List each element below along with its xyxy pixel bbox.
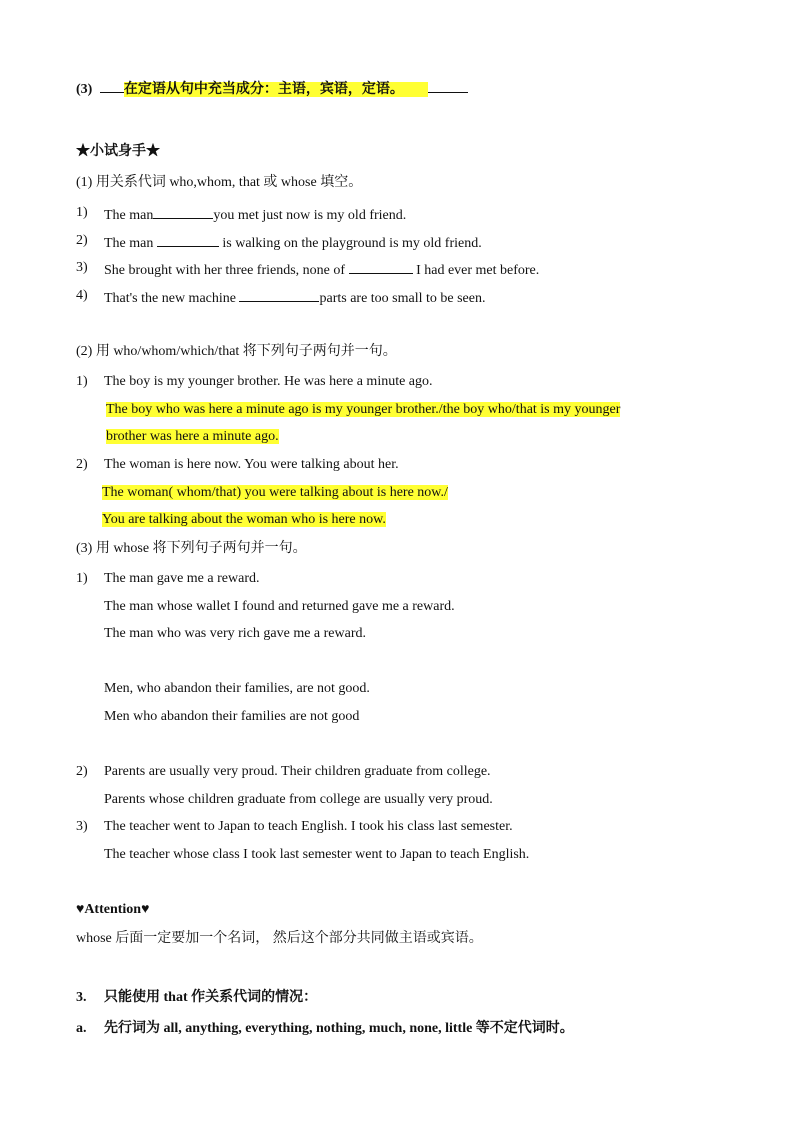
exercise-3-item-2-line: Parents whose children graduate from college are usually very proud. — [104, 792, 493, 807]
answer-blank[interactable] — [349, 259, 413, 274]
blank-line — [100, 78, 124, 93]
answer-blank[interactable] — [153, 204, 213, 219]
section-3-number: (3) — [76, 82, 93, 97]
exercise-3-heading: (3) 用 whose 将下列句子两句并一句。 — [76, 541, 307, 556]
exercise-2-item-1-answer-line-1: The boy who was here a minute ago is my younger brother./the boy who/that is my younger — [106, 402, 621, 417]
section-3-text: 在定语从句中充当成分：主语，宾语，定语。 — [124, 82, 428, 97]
exercise-1-heading: (1) 用关系代词 who,whom, that 或 whose 填空。 — [76, 175, 363, 190]
answer-blank[interactable] — [157, 232, 219, 247]
section-3-heading — [76, 78, 468, 99]
attention-text: whose 后面一定要加一个名词， 然后这个部分共同做主语或宾语。 — [76, 931, 483, 946]
practice-title: ★小试身手★ — [76, 144, 160, 159]
exercise-3-item-3-line: The teacher whose class I took last semester went to Japan to teach English. — [104, 847, 530, 862]
exercise-2-item-1-answer-line-2: brother was here a minute ago. — [106, 429, 279, 444]
attention-title: ♥Attention♥ — [76, 902, 150, 917]
exercise-2-heading: (2) 用 who/whom/which/that 将下列句子两句并一句。 — [76, 344, 397, 359]
exercise-2-item-2-answer-line-1: The woman( whom/that) you were talking about is here now./ — [102, 485, 448, 500]
exercise-3-item-1-line: The man whose wallet I found and returned gave me a reward. — [104, 599, 455, 614]
answer-blank[interactable] — [239, 287, 319, 302]
exercise-2-item-2-answer-line-2: You are talking about the woman who is here now. — [102, 512, 386, 527]
exercise-3-item-1-line: The man who was very rich gave me a reward. — [104, 626, 367, 641]
blank-line — [428, 78, 468, 93]
exercise-3-item-1-line: Men who abandon their families are not good — [104, 709, 360, 724]
exercise-3-item-1-line: Men, who abandon their families, are not good. — [104, 681, 370, 696]
